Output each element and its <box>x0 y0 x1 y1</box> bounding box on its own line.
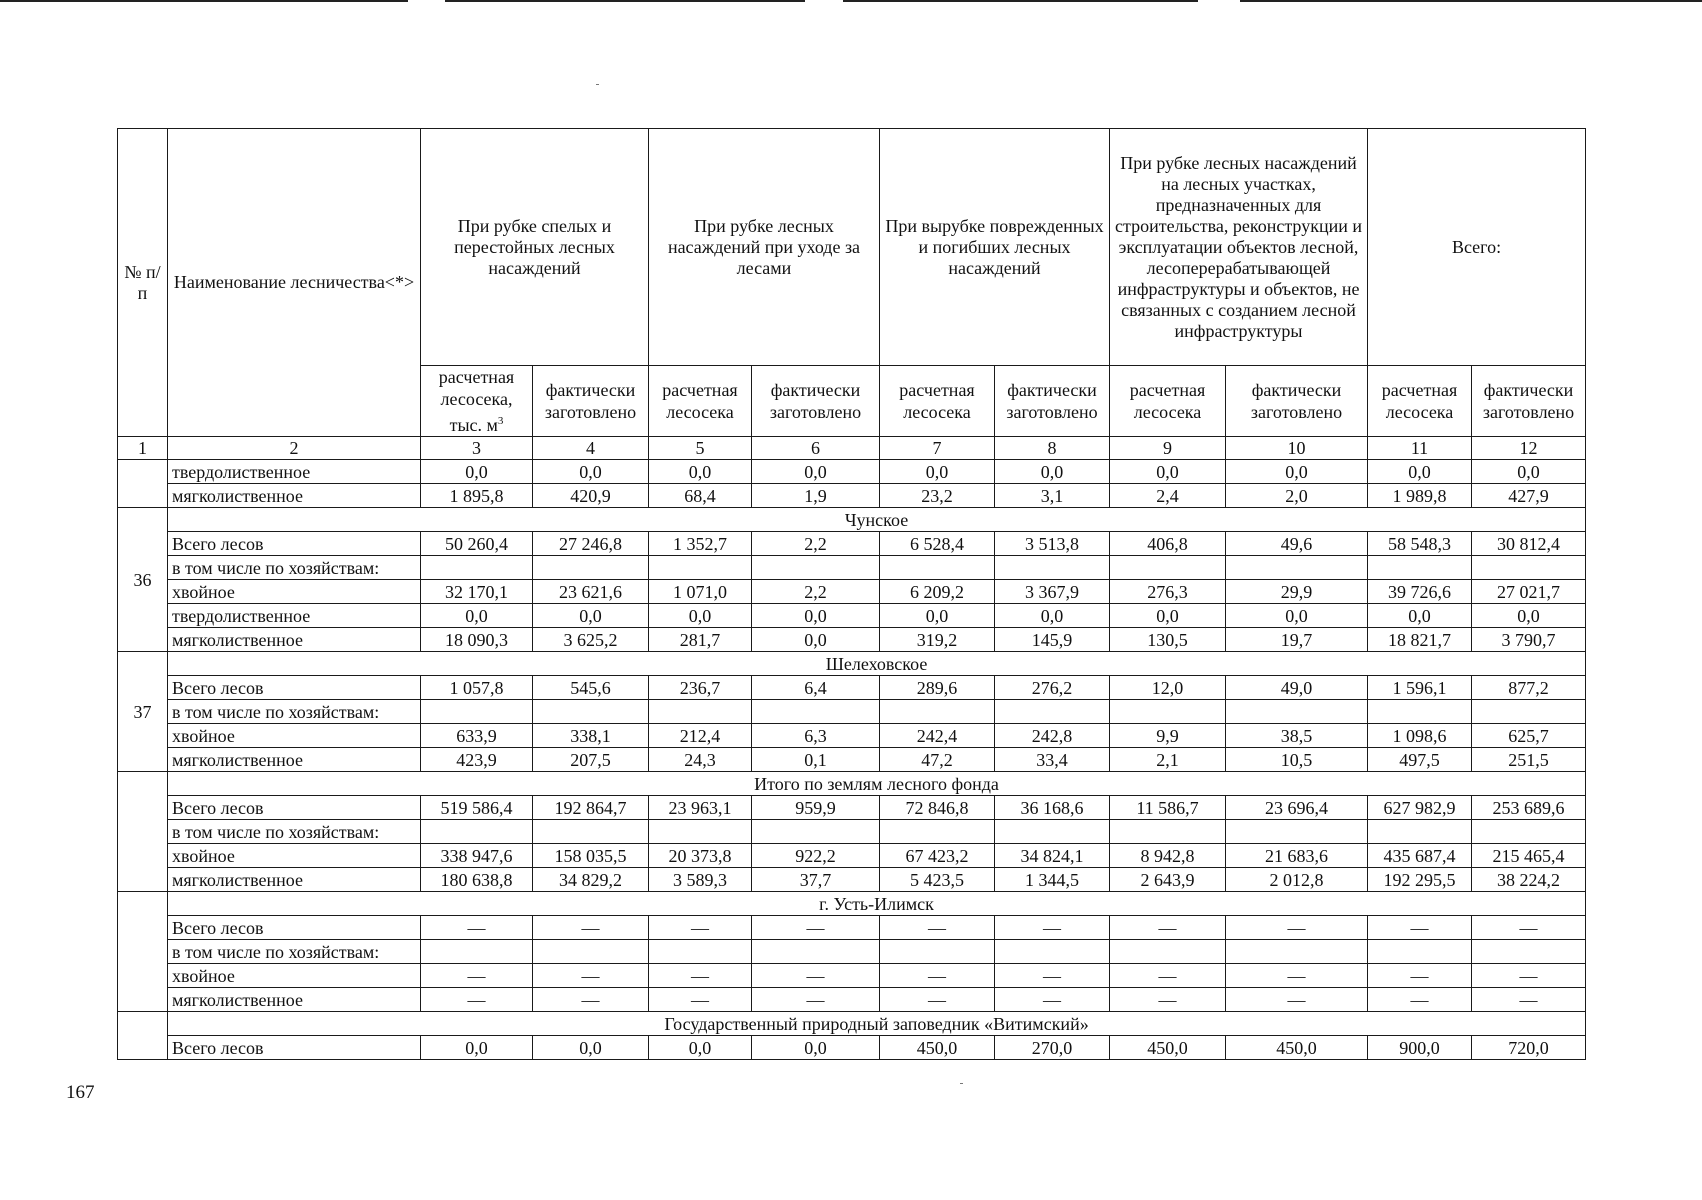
table-cell: 27 246,8 <box>533 532 649 556</box>
table-cell <box>421 940 533 964</box>
table-cell: 0,0 <box>752 604 880 628</box>
table-cell: 242,4 <box>880 724 995 748</box>
header-forestry-name: Наименование лесничества<*> <box>168 129 421 437</box>
table-cell <box>1368 940 1472 964</box>
table-cell: 1 895,8 <box>421 484 533 508</box>
table-cell: 0,0 <box>649 1036 752 1060</box>
table-cell: 1 352,7 <box>649 532 752 556</box>
scan-edge-line <box>843 0 1198 2</box>
header-group-construction: При рубке лесных насаждений на лесных участках, предназначенных для строительства, реконструкции и эксплуатации объектов лесной, лесоперерабатывающей инфраструктуры и объектов, не связанных с созданием лесной инфраструктуры <box>1110 129 1368 366</box>
column-number: 2 <box>168 437 421 460</box>
table-cell: 633,9 <box>421 724 533 748</box>
table-cell: 32 170,1 <box>421 580 533 604</box>
column-number-row <box>118 437 1586 460</box>
table-row <box>118 580 1586 604</box>
column-number: 3 <box>421 437 533 460</box>
table-row <box>118 964 1586 988</box>
table-cell: 0,0 <box>421 604 533 628</box>
table-cell: 2,1 <box>1110 748 1226 772</box>
table-cell: 34 829,2 <box>533 868 649 892</box>
row-label: твердолиственное <box>168 460 421 484</box>
table-cell <box>1226 820 1368 844</box>
table-cell: 1 989,8 <box>1368 484 1472 508</box>
table-cell: — <box>533 916 649 940</box>
table-cell: 0,0 <box>1110 460 1226 484</box>
table-cell <box>1226 940 1368 964</box>
subheader-actual: фактически заготовлено <box>533 366 649 437</box>
table-cell: — <box>1472 916 1586 940</box>
row-label: хвойное <box>168 964 421 988</box>
section-title-row <box>118 892 1586 916</box>
table-row <box>118 796 1586 820</box>
subheader-actual: фактически заготовлено <box>752 366 880 437</box>
column-number: 11 <box>1368 437 1472 460</box>
table-cell: 0,0 <box>1368 460 1472 484</box>
table-row <box>118 916 1586 940</box>
table-cell <box>533 940 649 964</box>
table-cell <box>752 940 880 964</box>
table-cell: 435 687,4 <box>1368 844 1472 868</box>
table-cell: 0,0 <box>533 460 649 484</box>
table-cell: 0,0 <box>421 460 533 484</box>
table-cell: 49,0 <box>1226 676 1368 700</box>
table-row <box>118 844 1586 868</box>
table-cell: 180 638,8 <box>421 868 533 892</box>
row-label: Всего лесов <box>168 1036 421 1060</box>
table-cell: 2,4 <box>1110 484 1226 508</box>
table-cell <box>1368 556 1472 580</box>
table-cell: 236,7 <box>649 676 752 700</box>
table-cell: 67 423,2 <box>880 844 995 868</box>
table-cell: — <box>421 964 533 988</box>
subheader-planned-units: расчетная лесосека, тыс. $м^3$ <box>421 366 533 437</box>
table-cell: 6 209,2 <box>880 580 995 604</box>
scan-edge-line <box>1240 0 1702 2</box>
table-cell: — <box>752 964 880 988</box>
table-cell <box>421 820 533 844</box>
table-cell: 58 548,3 <box>1368 532 1472 556</box>
table-cell <box>533 700 649 724</box>
table-cell <box>880 700 995 724</box>
column-number: 4 <box>533 437 649 460</box>
table-cell: — <box>1368 988 1472 1012</box>
row-label: в том числе по хозяйствам: <box>168 700 421 724</box>
table-cell: 212,4 <box>649 724 752 748</box>
column-number: 8 <box>995 437 1110 460</box>
section-title-row <box>118 772 1586 796</box>
row-number <box>118 772 168 892</box>
table-cell: 281,7 <box>649 628 752 652</box>
table-cell <box>1472 556 1586 580</box>
table-cell: — <box>1110 988 1226 1012</box>
table-cell <box>1226 700 1368 724</box>
table-cell <box>752 556 880 580</box>
table-cell: — <box>649 988 752 1012</box>
table-cell: 338,1 <box>533 724 649 748</box>
header-group-damaged: При вырубке поврежденных и погибших лесных насаждений <box>880 129 1110 366</box>
table-cell <box>1368 700 1472 724</box>
row-label: мягколиственное <box>168 748 421 772</box>
row-label: мягколиственное <box>168 628 421 652</box>
header-row <box>118 129 1586 366</box>
table-cell: 420,9 <box>533 484 649 508</box>
table-cell: 20 373,8 <box>649 844 752 868</box>
table-cell: 30 812,4 <box>1472 532 1586 556</box>
table-cell: 900,0 <box>1368 1036 1472 1060</box>
forest-harvest-table <box>117 128 1586 1060</box>
subheader-actual: фактически заготовлено <box>1472 366 1586 437</box>
table-cell: 289,6 <box>880 676 995 700</box>
table-cell: 0,0 <box>533 604 649 628</box>
table-row <box>118 532 1586 556</box>
table-cell: — <box>880 988 995 1012</box>
table-cell: 338 947,6 <box>421 844 533 868</box>
table-cell: 158 035,5 <box>533 844 649 868</box>
table-cell <box>1472 940 1586 964</box>
table-cell <box>1110 940 1226 964</box>
table-cell: 23 621,6 <box>533 580 649 604</box>
row-label: в том числе по хозяйствам: <box>168 940 421 964</box>
subheader-planned: расчетная лесосека <box>1110 366 1226 437</box>
table-cell: — <box>421 988 533 1012</box>
row-label: хвойное <box>168 724 421 748</box>
table-cell: 319,2 <box>880 628 995 652</box>
table-cell: 3 790,7 <box>1472 628 1586 652</box>
table-cell: 1 596,1 <box>1368 676 1472 700</box>
table-row <box>118 940 1586 964</box>
table-cell: — <box>1226 964 1368 988</box>
table-cell: 0,0 <box>1226 460 1368 484</box>
row-label: мягколиственное <box>168 484 421 508</box>
table-cell: 11 586,7 <box>1110 796 1226 820</box>
table-cell: 6,4 <box>752 676 880 700</box>
scan-edge-line <box>0 0 408 2</box>
table-cell: 192 295,5 <box>1368 868 1472 892</box>
table-cell: 39 726,6 <box>1368 580 1472 604</box>
table-cell: 922,2 <box>752 844 880 868</box>
table-cell: 215 465,4 <box>1472 844 1586 868</box>
table-cell <box>880 820 995 844</box>
table-cell: — <box>1110 916 1226 940</box>
table-cell: 253 689,6 <box>1472 796 1586 820</box>
row-label: в том числе по хозяйствам: <box>168 820 421 844</box>
scan-edge-line <box>445 0 805 2</box>
table-cell: 12,0 <box>1110 676 1226 700</box>
subheader-actual: фактически заготовлено <box>1226 366 1368 437</box>
row-label: мягколиственное <box>168 988 421 1012</box>
table-row <box>118 604 1586 628</box>
table-cell: 0,0 <box>649 604 752 628</box>
table-cell: 3 367,9 <box>995 580 1110 604</box>
table-cell: — <box>995 964 1110 988</box>
subheader-planned: расчетная лесосека <box>649 366 752 437</box>
scan-speck <box>596 84 599 85</box>
scan-speck <box>960 1083 963 1084</box>
section-title: Чунское <box>168 508 1586 532</box>
header-group-total: Всего: <box>1368 129 1586 366</box>
column-number: 12 <box>1472 437 1586 460</box>
table-cell: 0,0 <box>1226 604 1368 628</box>
table-cell: — <box>752 988 880 1012</box>
section-title-row <box>118 652 1586 676</box>
table-cell: 625,7 <box>1472 724 1586 748</box>
table-cell: 2,2 <box>752 532 880 556</box>
table-cell: 2,2 <box>752 580 880 604</box>
table-cell: — <box>1110 964 1226 988</box>
header-number: № п/п <box>118 129 168 437</box>
table-cell: 0,0 <box>995 604 1110 628</box>
column-number: 7 <box>880 437 995 460</box>
section-title: Итого по землям лесного фонда <box>168 772 1586 796</box>
table-cell: 1,9 <box>752 484 880 508</box>
table-cell: 1 098,6 <box>1368 724 1472 748</box>
section-title: Государственный природный заповедник «Витимский» <box>168 1012 1586 1036</box>
table-cell: 24,3 <box>649 748 752 772</box>
table-cell <box>421 700 533 724</box>
table-cell: 23 696,4 <box>1226 796 1368 820</box>
row-label: Всего лесов <box>168 676 421 700</box>
row-number <box>118 460 168 508</box>
table-cell: 10,5 <box>1226 748 1368 772</box>
table-cell <box>1472 700 1586 724</box>
table-cell <box>995 940 1110 964</box>
table-cell <box>880 556 995 580</box>
table-cell: — <box>995 988 1110 1012</box>
table-cell: 3 513,8 <box>995 532 1110 556</box>
table-cell: 2 012,8 <box>1226 868 1368 892</box>
table-cell <box>421 556 533 580</box>
table-cell: 192 864,7 <box>533 796 649 820</box>
table-cell: 0,0 <box>1472 460 1586 484</box>
table-cell: 251,5 <box>1472 748 1586 772</box>
table-cell: 720,0 <box>1472 1036 1586 1060</box>
table-cell: 3,1 <box>995 484 1110 508</box>
table-cell: 497,5 <box>1368 748 1472 772</box>
row-number: 37 <box>118 652 168 772</box>
table-cell: 3 625,2 <box>533 628 649 652</box>
section-title: г. Усть-Илимск <box>168 892 1586 916</box>
table-cell: — <box>1472 964 1586 988</box>
row-label: Всего лесов <box>168 532 421 556</box>
table-cell <box>533 820 649 844</box>
table-cell: 23,2 <box>880 484 995 508</box>
table-cell: 18 821,7 <box>1368 628 1472 652</box>
table-cell: 450,0 <box>880 1036 995 1060</box>
table-cell: 0,0 <box>752 628 880 652</box>
table-cell: 19,7 <box>1226 628 1368 652</box>
table-cell: — <box>1226 916 1368 940</box>
table-cell: 50 260,4 <box>421 532 533 556</box>
table-cell: 0,1 <box>752 748 880 772</box>
table-row <box>118 988 1586 1012</box>
table-cell: 270,0 <box>995 1036 1110 1060</box>
table-cell: — <box>880 964 995 988</box>
table-cell <box>649 820 752 844</box>
row-label: хвойное <box>168 580 421 604</box>
table-cell: 450,0 <box>1110 1036 1226 1060</box>
table-cell: 519 586,4 <box>421 796 533 820</box>
row-label: хвойное <box>168 844 421 868</box>
table-cell: 207,5 <box>533 748 649 772</box>
table-cell: 627 982,9 <box>1368 796 1472 820</box>
row-label: твердолиственное <box>168 604 421 628</box>
row-number: 36 <box>118 508 168 652</box>
table-cell: 9,9 <box>1110 724 1226 748</box>
table-cell: 423,9 <box>421 748 533 772</box>
table-cell <box>649 940 752 964</box>
table-cell: 877,2 <box>1472 676 1586 700</box>
table-cell: 2,0 <box>1226 484 1368 508</box>
table-cell: — <box>752 916 880 940</box>
header-group-mature: При рубке спелых и перестойных лесных насаждений <box>421 129 649 366</box>
section-title: Шелеховское <box>168 652 1586 676</box>
table-cell <box>1368 820 1472 844</box>
column-number: 5 <box>649 437 752 460</box>
table-cell: 8 942,8 <box>1110 844 1226 868</box>
table-cell: — <box>421 916 533 940</box>
table-cell <box>995 556 1110 580</box>
table-cell: 130,5 <box>1110 628 1226 652</box>
table-cell: 21 683,6 <box>1226 844 1368 868</box>
row-label: Всего лесов <box>168 916 421 940</box>
row-label: мягколиственное <box>168 868 421 892</box>
table-cell: 276,2 <box>995 676 1110 700</box>
table-cell: 0,0 <box>752 1036 880 1060</box>
table-cell <box>752 820 880 844</box>
table-cell: — <box>1368 964 1472 988</box>
table-row <box>118 868 1586 892</box>
subheader-actual: фактически заготовлено <box>995 366 1110 437</box>
table-row <box>118 748 1586 772</box>
table-cell: 2 643,9 <box>1110 868 1226 892</box>
table-cell: 18 090,3 <box>421 628 533 652</box>
row-label: в том числе по хозяйствам: <box>168 556 421 580</box>
table-cell: — <box>880 916 995 940</box>
table-cell: 0,0 <box>880 604 995 628</box>
table-row <box>118 556 1586 580</box>
table-row <box>118 724 1586 748</box>
table-cell: 27 021,7 <box>1472 580 1586 604</box>
table-cell: — <box>1368 916 1472 940</box>
section-title-row <box>118 1012 1586 1036</box>
table-cell: 3 589,3 <box>649 868 752 892</box>
header-group-care: При рубке лесных насаждений при уходе за лесами <box>649 129 880 366</box>
table-cell: 0,0 <box>752 460 880 484</box>
table-cell: 49,6 <box>1226 532 1368 556</box>
table-cell: 34 824,1 <box>995 844 1110 868</box>
table-cell: — <box>1226 988 1368 1012</box>
table-cell: 36 168,6 <box>995 796 1110 820</box>
table-cell: 1 071,0 <box>649 580 752 604</box>
table-cell <box>533 556 649 580</box>
table-cell: 406,8 <box>1110 532 1226 556</box>
table-cell <box>995 700 1110 724</box>
table-cell <box>649 556 752 580</box>
table-cell: 276,3 <box>1110 580 1226 604</box>
table-cell: 959,9 <box>752 796 880 820</box>
table-cell: 1 057,8 <box>421 676 533 700</box>
column-number: 1 <box>118 437 168 460</box>
table-cell <box>1110 820 1226 844</box>
table-row <box>118 628 1586 652</box>
table-cell <box>752 700 880 724</box>
page-number: 167 <box>66 1082 95 1103</box>
table-cell: 38,5 <box>1226 724 1368 748</box>
table-cell: — <box>649 964 752 988</box>
table-cell: 37,7 <box>752 868 880 892</box>
table-cell <box>1110 556 1226 580</box>
table-cell: 29,9 <box>1226 580 1368 604</box>
table-row <box>118 676 1586 700</box>
table-cell: 68,4 <box>649 484 752 508</box>
table-cell: 0,0 <box>1368 604 1472 628</box>
table-cell: — <box>649 916 752 940</box>
table-cell: 450,0 <box>1226 1036 1368 1060</box>
table-row <box>118 700 1586 724</box>
subheader-planned: расчетная лесосека <box>1368 366 1472 437</box>
table-cell: 6,3 <box>752 724 880 748</box>
subheader-planned: расчетная лесосека <box>880 366 995 437</box>
table-cell: 545,6 <box>533 676 649 700</box>
table-cell: 5 423,5 <box>880 868 995 892</box>
table-row <box>118 484 1586 508</box>
table-cell <box>649 700 752 724</box>
table-cell: 0,0 <box>1110 604 1226 628</box>
table-cell: 38 224,2 <box>1472 868 1586 892</box>
column-number: 6 <box>752 437 880 460</box>
table-cell: 0,0 <box>1472 604 1586 628</box>
table-cell <box>995 820 1110 844</box>
table-row <box>118 460 1586 484</box>
section-title-row <box>118 508 1586 532</box>
table-cell: — <box>533 988 649 1012</box>
table-cell: 0,0 <box>995 460 1110 484</box>
table-cell <box>1110 700 1226 724</box>
row-number <box>118 1012 168 1060</box>
table-cell: — <box>533 964 649 988</box>
table-cell: 145,9 <box>995 628 1110 652</box>
table-cell: 0,0 <box>533 1036 649 1060</box>
column-number: 9 <box>1110 437 1226 460</box>
table-cell: — <box>995 916 1110 940</box>
table-cell: 1 344,5 <box>995 868 1110 892</box>
table-cell <box>1226 556 1368 580</box>
table-cell: 72 846,8 <box>880 796 995 820</box>
table-cell: 33,4 <box>995 748 1110 772</box>
row-label: Всего лесов <box>168 796 421 820</box>
table-cell: 6 528,4 <box>880 532 995 556</box>
table-cell: 242,8 <box>995 724 1110 748</box>
table-cell: 0,0 <box>880 460 995 484</box>
table-cell: 0,0 <box>649 460 752 484</box>
table-cell <box>1472 820 1586 844</box>
column-number: 10 <box>1226 437 1368 460</box>
table-cell: 23 963,1 <box>649 796 752 820</box>
table-row <box>118 1036 1586 1060</box>
table-cell <box>880 940 995 964</box>
row-number <box>118 892 168 1012</box>
table-cell: 427,9 <box>1472 484 1586 508</box>
table-cell: 47,2 <box>880 748 995 772</box>
table-cell: 0,0 <box>421 1036 533 1060</box>
table-row <box>118 820 1586 844</box>
table-cell: — <box>1472 988 1586 1012</box>
